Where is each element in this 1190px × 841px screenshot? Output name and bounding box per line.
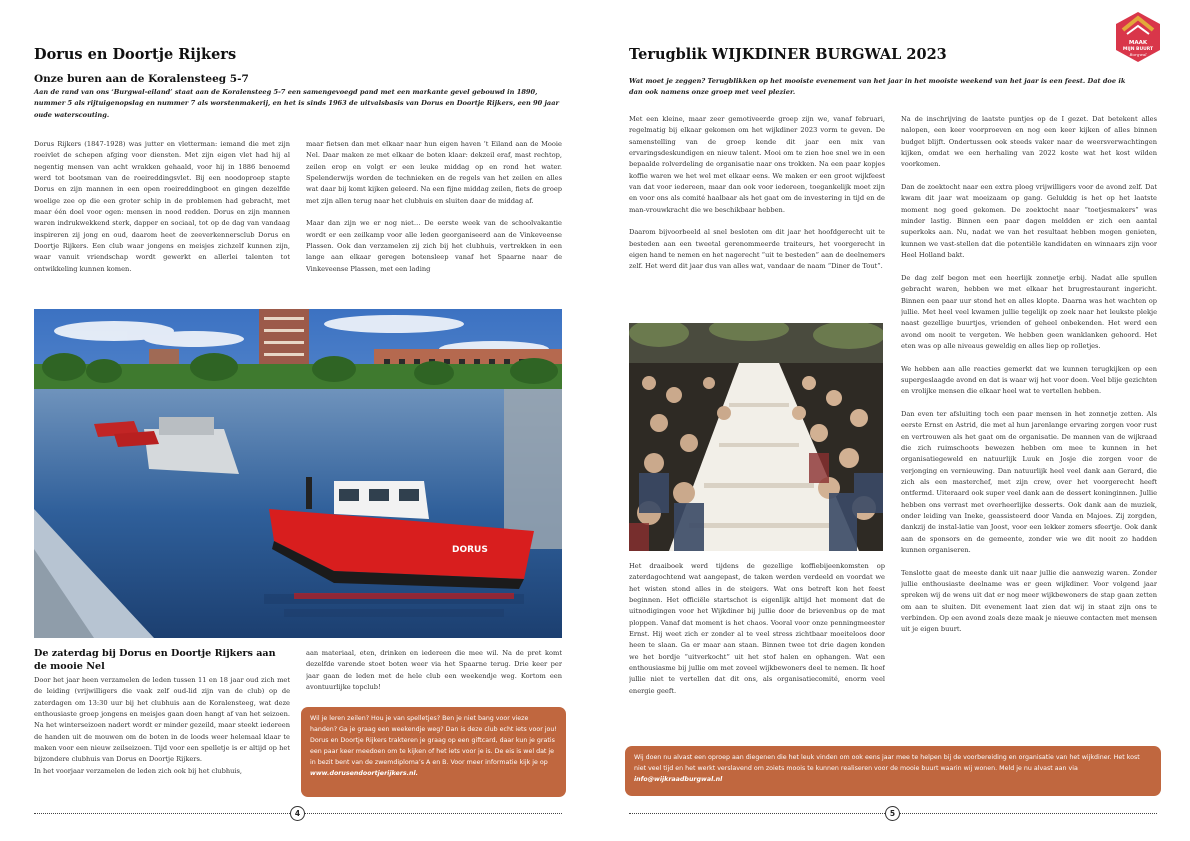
- text-column-1: [34, 139, 290, 299]
- text-column-1: [629, 114, 885, 318]
- page-5: [595, 0, 1190, 841]
- callout-box: [625, 746, 1161, 796]
- logo-text-1: MAAK: [1128, 40, 1148, 46]
- paragraph: In het voorjaar verzamelen de leden zich ook bij het clubhuis,: [34, 766, 243, 775]
- dinner-photo-illustration: [629, 323, 883, 551]
- paragraph: Na de inschrijving de laatste puntjes op de I gezet. Dat betekent alles nalopen, een keer voorproeven en nog een keer kijken of alles binnen budget blijft. Ondertussen ook steeds vaker naar de weersverwachtingen kijken, omdat we een herhaling van 2022 koste wat het kost wilden voorkomen.: [901, 115, 1157, 169]
- paragraph: Maar dan zijn we er nog niet… De eerste week van de schoolvakantie wordt er een zeilkamp voor alle leden georganiseerd aan de Vinkeveense Plassen. Ook dan verzamelen zij zich bij het clubhuis, vertrekken in een lange aan elkaar geregen botensleep vanaf het Spaarne naar de Vinkeveense Plassen, met een lading: [306, 219, 562, 273]
- text-column-3: [901, 114, 1157, 742]
- callout-text: Wij doen nu alvast een oproep aan diegenen die het leuk vinden om ook eens jaar mee te helpen bij de voorbereiding en organisatie van het wijkdiner. Het kost niet veel tijd en het werkt verslavend om zoiets moois te kunnen realiseren voor de mooie buurt waarin wij wonen. Meld je nu alvast aan via: [634, 754, 1140, 772]
- paragraph: Daarom bijvoorbeeld al snel besloten om dit jaar het hoofdgerecht uit te besteden aan een tweetal gerenommeerde traiteurs, het voorgerecht in eigen hand te nemen en het nagerecht “uit te besteden” aan de deelnemers zelf. Het werd dit jaar dus van alles wat, vandaar de naam “Diner de Tout”.: [629, 228, 885, 271]
- boat-photo-illustration: [34, 309, 562, 638]
- paragraph: Met een kleine, maar zeer gemotiveerde groep zijn we, vanaf februari, regelmatig bij elkaar gekomen om het wijkdiner 2023 vorm te geven. De samenstelling van de groep kende dit jaar een mix van ervaringsdeskundigen en nieuw talent. Mooi om te zien hoe snel we in een bepaalde rolverdeling de organisatie naar ons trokken. Na een paar kopjes koffie waren we het wel met elkaar eens. We maken er een groot wijkfeest van dat voor iedereen, maar dan ook voor iedereen, toegankelijk moet zijn en voor ons als comité haalbaar als het gaat om de investering in tijd en de man-vrouwkracht die we beschikbaar hebben.: [629, 115, 885, 214]
- paragraph: Dan even ter afsluiting toch een paar mensen in het zonnetje zetten. Als eerste Ernst en Astrid, die met al hun jarenlange ervaring zorgen voor rust en vertrouwen als het gaat om de organisatie. De mannen van de wijkraad die zich ruimschoots bewezen hebben om mee te kunnen in het organisatiegeweld en natuurlijk Luuk en Josje die zorgen voor de verjonging en vernieuwing. Dan natuurlijk heel veel dank aan Gerard, die zich als een masterchef, met zijn crew, over het voorgerecht heeft ontfermd. Uiteraard ook super veel dank aan de dessert koninginnen. Jullie hebben ons verrast met overheerlijke desserts. Ook dank aan de muziek, onder leiding van Ineke, geassisteerd door Vanda en Majoes. Zij zorgden, dankzij de instal-latie van Joost, voor een lekker zomers sfeertje. Ook dank aan de sponsors en de gemeente, zonder wie we dit nooit zo hadden kunnen organiseren.: [901, 409, 1157, 555]
- text-column-3: [34, 648, 290, 804]
- callout-text: Wil je leren zeilen? Hou je van spelletjes? Ben je niet bang voor vieze handen? Ga je graag een weekendje weg? Dan is deze club echt iets voor jou! Dorus en Doortje Rijkers trakteren je graag op een giftcard, daar kun je gratis een paar keer meedoen om te kijken of het iets voor je is. De eis is wel dat je in bezit bent van de zwemdiploma’s A en B. Voor meer informatie kijk je op: [310, 715, 557, 766]
- callout-box: [301, 707, 566, 797]
- article-intro: Aan de rand van ons ‘Burgwal-eiland’ staat aan de Koralensteeg 5-7 een samengevoegd pand met een markante gevel gebouwd in 1890, nummer 5 als rijtuigenopslag en nummer 7 als worstenmakerij, en het is sinds 1963 de uitvalsbasis van Dorus en Doortje Rijkers, een 90 jaar oude waterscouting.: [34, 88, 559, 119]
- text-column-4: [306, 648, 562, 700]
- maak-mijn-buurt-logo: [1113, 10, 1163, 70]
- article-subtitle: Onze buren aan de Koralensteeg 5-7: [34, 73, 249, 85]
- article-title: Terugblik WIJKDINER BURGWAL 2023: [629, 46, 947, 63]
- paragraph: aan materiaal, eten, drinken en iedereen die mee wil. Na de pret komt dezelfde varende stoet boten weer via het Spaarne terug. Drie keer per jaar gaan de leden met de hele club een weekendje weg. Kortom een avontuurlijke topclub!: [306, 649, 562, 692]
- boat-canal-photo: [34, 309, 562, 638]
- paragraph: Dorus Rijkers (1847-1928) was jutter en vletterman: iemand die met zijn roeivlet de schepen afging voor diensten. Met zijn eigen vlet had hij al negentig mensen van acht wrakken gehaald, voor hij in 1886 benoemd werd tot bootsman van de roeireddingsvlet. Bij een noodoproep stapte Dorus en zijn mannen in een open roeireddingboot en gingen dezelfde woelige zee op die een groter schip in de problemen had gebracht, met maar één doel voor ogen: mensen in nood redden. Dorus en zijn mannen waren indrukwekkend sterk, dapper en sociaal, tot op de dag van vandaag inspireren zij jong en oud, daarom heet de zeeverkennersclub Dorus en Doortje Rijkers. Een club waar jongens en meisjes zichzelf kunnen zijn, waar vanuit vriendschap wordt gewerkt en allerlei talenten tot ontwikkeling kunnen komen.: [34, 140, 290, 273]
- article-title: Dorus en Doortje Rijkers: [34, 46, 237, 63]
- paragraph: maar fietsen dan met elkaar naar hun eigen haven ’t Eiland aan de Mooie Nel. Daar maken ze met elkaar de boten klaar: dekzeil eraf, mast rechtop, zeilen erop en volgt er een leuke middag op en rond het water. Spelenderwijs worden de technieken en de regels van het zeilen en alles wat daar bij komt kijken geleerd. Na een fijne middag zeilen, fiets de groep met zijn allen terug naar het clubhuis en sluiten daar de middag af.: [306, 140, 562, 205]
- website-link[interactable]: www.dorusendoortjerijkers.nl.: [310, 770, 419, 777]
- boat-name-label: DORUS: [452, 545, 488, 555]
- article-intro: Wat moet je zeggen? Terugblikken op het mooiste evenement van het jaar in het mooiste weekend van het jaar is een feest. Dat doe ik dan ook namens onze groep met veel plezier.: [629, 77, 1126, 97]
- page-number: 5: [885, 806, 900, 821]
- section-heading: De zaterdag bij Dorus en Doortje Rijkers aan de mooie Nel: [34, 648, 276, 672]
- paragraph: We hebben aan alle reacties gemerkt dat we kunnen terugkijken op een supergeslaagde avond en dat is waar wij het voor doen. Veel blije gezichten en vrolijke mensen die elkaar heel wat te vertellen hebben.: [901, 364, 1157, 396]
- paragraph: De dag zelf begon met een heerlijk zonnetje erbij. Nadat alle spullen gebracht waren, hebben we met elkaar het brugrestaurant ingericht. Binnen een paar uur stond het en alles klopte. Daarna was het wachten op jullie. Met heel veel kwamen jullie tegelijk op zoek naar het leukste plekje naast gezellige buurtjes, vrienden of geheel onbekenden. Het werd een avond om nooit te vergeten. We hebben geen wanklanken gehoord. Het eten was op alle niveaus geweldig en alles liep op rolletjes.: [901, 273, 1157, 350]
- paragraph: Dan de zoektocht naar een extra ploeg vrijwilligers voor de avond zelf. Dat kwam dit jaar wat moeizaam op gang. Gelukkig is het op het laatste moment nog goed gekomen. De zoektocht naar “toetjesmakers” was minder lastig. Binnen een paar dagen meldden er zich een aantal superkoks aan. Nu, nadat we van het resultaat hebben mogen genieten, kunnen we vast-stellen dat die potentiële kandidaten en winnaars zijn voor Heel Holland bakt.: [901, 183, 1157, 260]
- logo-text-3: Burgwal: [1129, 52, 1147, 57]
- page-number: 4: [290, 806, 305, 821]
- logo-text-2: MIJN BUURT: [1122, 47, 1154, 52]
- paragraph: Tenslotte gaat de meeste dank uit naar jullie die aanwezig waren. Zonder jullie enthousiaste deelname was er geen wijkdiner. Voor volgend jaar spreken wij de wens uit dat er nog meer wijkbewoners de stap gaan zetten om aan te sluiten. Dit evenement laat zien dat wij in staat zijn ons te verbinden. Op een avond zoals deze maak je nieuwe contacten met mensen uit je eigen buurt.: [901, 568, 1157, 634]
- text-column-2: [629, 561, 885, 731]
- email-link[interactable]: info@wijkraadburgwal.nl: [634, 776, 723, 783]
- paragraph: Het draaiboek werd tijdens de gezellige koffiebijeenkomsten op zaterdagochtend wat aangepast, de taken werden verdeeld en voordat we het wisten stond alles in de steigers. Wat ons betreft kon het feest beginnen. Het officiële startschot is eigenlijk altijd het moment dat de uitnodigingen voor het Wijkdiner bij jullie door de brievenbus op de mat ploppen. Vanaf dat moment is het chaos. Vooral voor onze penningmeester Ernst. Hij weet zich er zonder al te veel stress zichtbaar moeiteloos door heen te slaan. Ga er maar aan staan. Binnen twee tot drie dagen konden we het bordje “uitverkocht” uit het stof halen en ophangen. Wat een enthousiasme bij jullie om met zoveel wijkbewoners deel te nemen. Ik hoef jullie niet te vertellen dat dit ons, als organisatiecomité, enorm veel energie geeft.: [629, 562, 885, 695]
- paragraph: Door het jaar heen verzamelen de leden tussen 11 en 18 jaar oud zich met de leiding (vrijwilligers die vaak zelf oud-lid zijn van de club) op de zaterdagen om 13:30 uur bij het clubhuis aan de Koralensteeg, wat deze enthousiaste groep jongens en meisjes gaan doen hangt af van het seizoen. Na het winterseizoen nadert wordt er minder gezeild, maar steekt iedereen de handen uit de mouwen om de boten in de loods weer helemaal klaar te maken voor een nieuw zeilseizoen. Tijd voor een spelletje is er altijd op het bijzondere clubhuis van Dorus en Doortje Rijkers.: [34, 676, 290, 764]
- text-column-2: [306, 139, 562, 299]
- dinner-crowd-photo: [629, 323, 883, 551]
